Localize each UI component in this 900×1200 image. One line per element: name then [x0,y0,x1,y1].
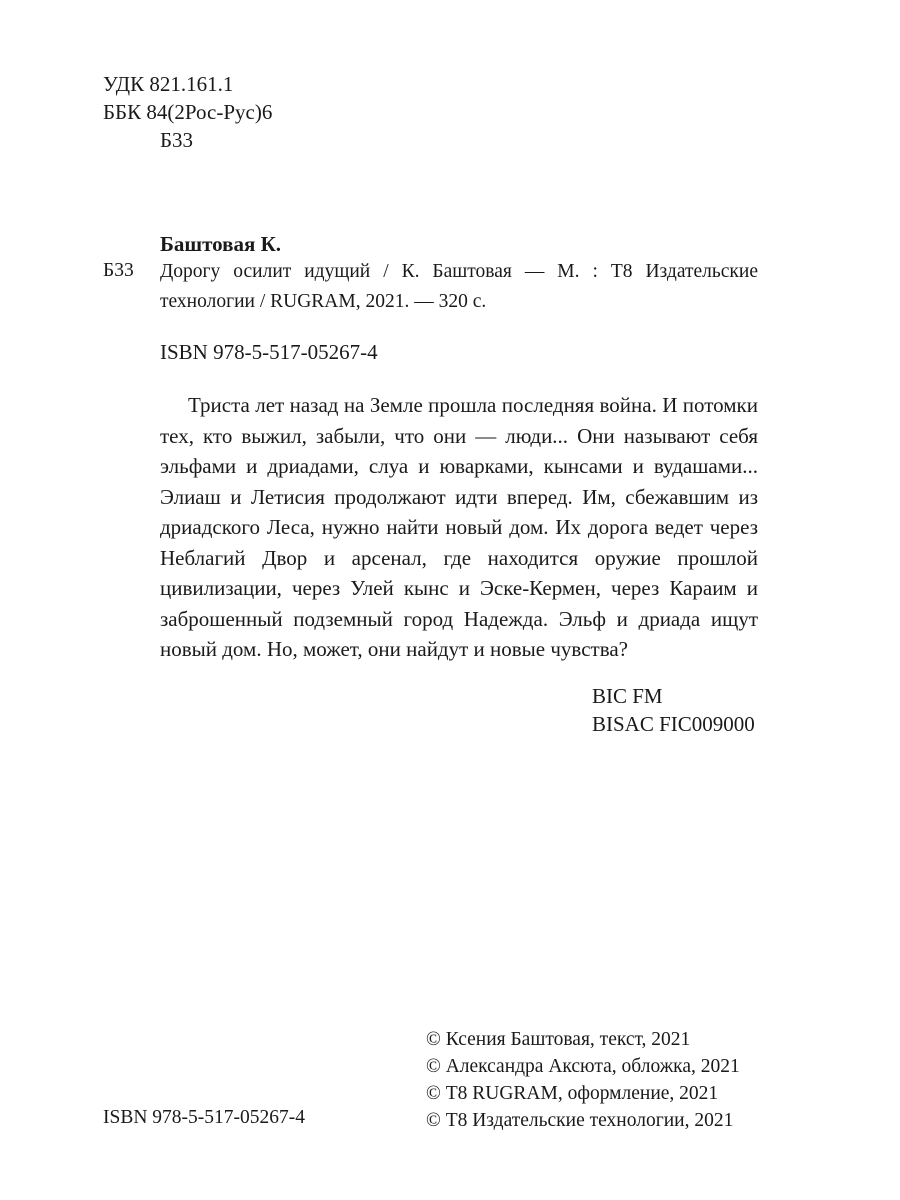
copyright-line: © Т8 Издательские технологии, 2021 [426,1110,734,1131]
author-mark: Б33 [160,128,194,152]
bisac-code: BISAC FIC009000 [592,712,755,736]
copyright-line: © Ксения Баштовая, текст, 2021 [426,1029,691,1050]
copyright-list [426,1026,740,1134]
copyright-line: © Александра Аксюта, обложка, 2021 [426,1056,740,1077]
bibliography-description: Дорогу осилит идущий / К. Баштовая — М. : Т8 Издательские технологии / RUGRAM, 2021. — 320 с. [160,261,758,312]
footer-isbn: ISBN 978-5-517-05267-4 [103,1107,306,1128]
author-heading: Баштовая К. [160,232,282,256]
copyright-line: © Т8 RUGRAM, оформление, 2021 [426,1083,719,1104]
bibliography-isbn: ISBN 978-5-517-05267-4 [160,340,378,364]
bibliography-mark: Б33 [103,260,134,281]
bic-code: BIC FM [592,684,663,708]
udk-code: УДК 821.161.1 [103,72,234,96]
book-annotation: Триста лет назад на Земле прошла последняя война. И потомки тех, кто выжил, забыли, что они — люди... Они называют себя эльфами и дриадами, слуа и юварками, кынсами и вудашами... Элиаш и Летисия продолжают идти вперед. Им, сбежавшим из дриадского Леса, нужно найти новый дом. Их дорога ведет через Неблагий Двор и арсенал, где находится оружие прошлой цивилизации, через Улей кынс и Эске-Кермен, через Караим и заброшенный подземный город Надежда. Эльф и дриада ищут новый дом. Но, может, они найдут и новые чувства? [160,393,758,661]
bbk-code: ББК 84(2Рос-Рус)6 [103,100,273,124]
